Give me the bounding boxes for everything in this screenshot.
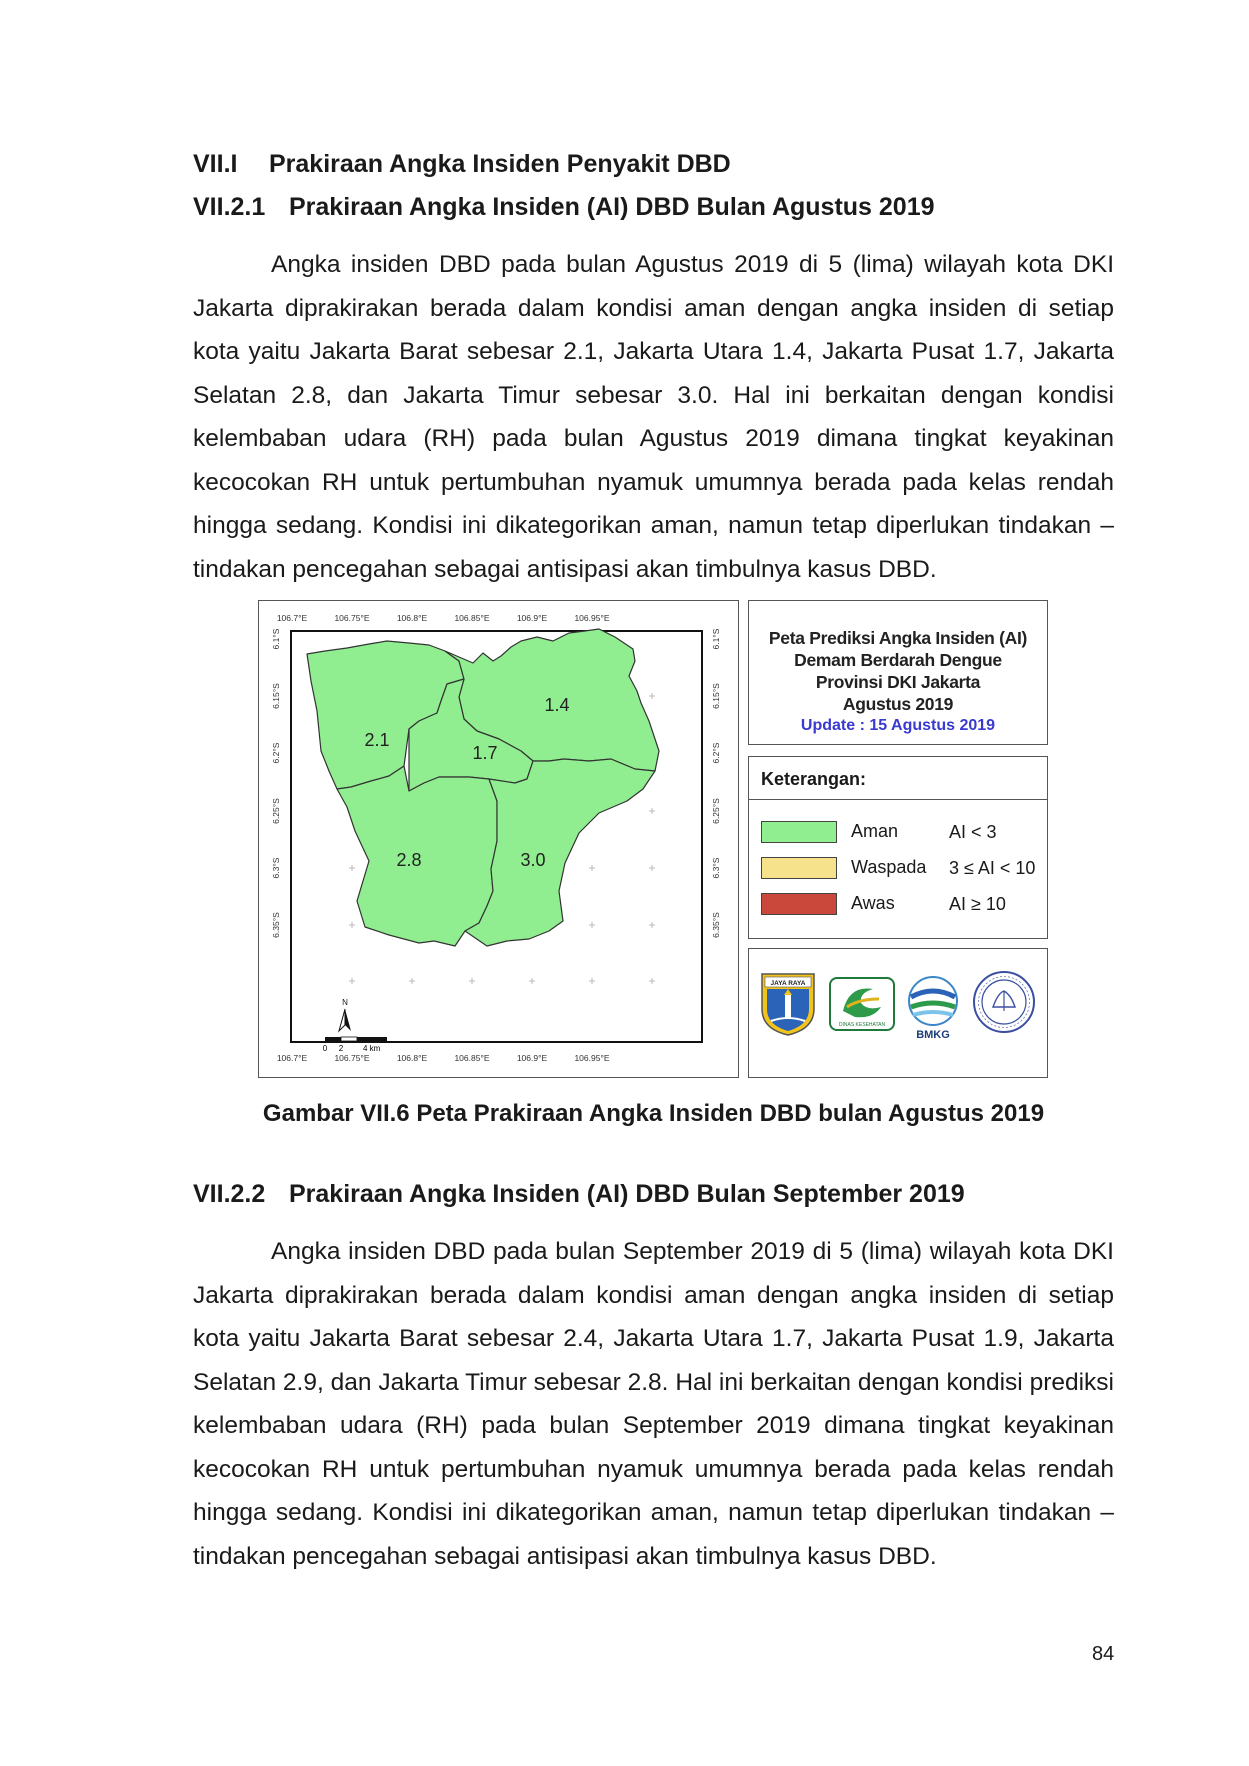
lon-tick-label: 106.8°E — [396, 1053, 428, 1063]
legend-panel — [748, 756, 1048, 939]
region-value-label: 2.1 — [364, 730, 390, 750]
logo-panel — [748, 948, 1048, 1078]
svg-text:N: N — [342, 998, 348, 1007]
section-heading — [193, 150, 731, 179]
lon-tick-label: 106.7°E — [276, 1053, 308, 1063]
map-title-line: Demam Berdarah Dengue — [794, 650, 1002, 670]
legend-swatch-waspada — [761, 857, 837, 879]
paragraph-2: Angka insiden DBD pada bulan September 2019 di 5 (lima) wilayah kota DKI Jakarta diprakirakan berada dalam kondisi aman dengan angka insiden di setiap kota yaitu Jakarta Barat sebesar 2.4, Jakarta Utara 1.7, Jakarta Pusat 1.9, Jakarta Selatan 2.9, dan Jakarta Timur sebesar 2.8. Hal ini berkaitan dengan kondisi prediksi kelembaban udara (RH) pada bulan September 2019 dimana tingkat keyakinan kecocokan RH untuk pertumbuhan nyamuk umumnya berada pada kelas rendah hingga sedang. Kondisi ini dikategorikan aman, namun tetap diperlukan tindakan – tindakan pencegahan sebagai antisipasi akan timbulnya kasus DBD. — [193, 1238, 1114, 1570]
legend-label: Aman — [851, 821, 899, 841]
legend-label: Waspada — [851, 857, 927, 877]
lat-tick-label: 6.35°S — [271, 912, 281, 938]
map-title-panel — [748, 600, 1048, 745]
figure-caption: Gambar VII.6 Peta Prakiraan Angka Insiden DBD bulan Agustus 2019 — [262, 1100, 1045, 1127]
subsection-number: VII.2.1 — [193, 193, 266, 221]
lat-tick-label: 6.2°S — [271, 742, 281, 764]
map-panel — [258, 600, 739, 1078]
legend-range: 3 ≤ AI < 10 — [949, 858, 1036, 878]
svg-text:4 km: 4 km — [363, 1044, 381, 1053]
lon-tick-label: 106.85°E — [454, 1053, 490, 1063]
lon-tick-label: 106.75°E — [334, 1053, 370, 1063]
lat-tick-label: 6.3°S — [271, 857, 281, 879]
scale-bar — [323, 1037, 387, 1053]
lat-tick-label: 6.15°S — [271, 683, 281, 709]
subsection-heading-2 — [193, 1180, 965, 1209]
lat-tick-label: 6.35°S — [711, 912, 721, 938]
section-number: VII.I — [193, 150, 238, 178]
legend-swatch-aman — [761, 821, 837, 843]
lat-tick-label: 6.1°S — [271, 628, 281, 650]
region-value-label: 3.0 — [520, 850, 546, 870]
lat-tick-label: 6.15°S — [711, 683, 721, 709]
svg-text:DINAS KESEHATAN: DINAS KESEHATAN — [838, 1022, 886, 1028]
region-value-label: 2.8 — [396, 850, 422, 870]
svg-text:0: 0 — [322, 1044, 328, 1053]
svg-text:BMKG: BMKG — [916, 1029, 950, 1041]
lon-tick-label: 106.7°E — [276, 613, 308, 623]
legend-label: Awas — [851, 893, 895, 913]
lat-tick-label: 6.25°S — [271, 798, 281, 824]
svg-text:2: 2 — [338, 1044, 344, 1053]
map-title-line: Peta Prediksi Angka Insiden (AI) — [768, 628, 1028, 648]
subsection-title: Prakiraan Angka Insiden (AI) DBD Bulan Agustus 2019 — [289, 193, 935, 221]
lat-tick-label: 6.3°S — [711, 857, 721, 879]
subsection-heading-1 — [193, 193, 935, 222]
page-number: 84 — [1092, 1643, 1115, 1665]
svg-text:JAYA RAYA: JAYA RAYA — [770, 980, 806, 987]
lon-tick-label: 106.95°E — [574, 1053, 610, 1063]
region-value-label: 1.7 — [472, 743, 498, 763]
lon-tick-label: 106.8°E — [396, 613, 428, 623]
dki-jakarta-logo-icon — [759, 971, 817, 1037]
bmkg-logo-icon — [903, 975, 963, 1041]
lon-tick-label: 106.9°E — [516, 1053, 548, 1063]
lon-tick-label: 106.85°E — [454, 613, 490, 623]
legend-divider — [749, 799, 1047, 800]
region-value-label: 1.4 — [544, 695, 570, 715]
subsection-title: Prakiraan Angka Insiden (AI) DBD Bulan September 2019 — [289, 1180, 965, 1208]
section-title: Prakiraan Angka Insiden Penyakit DBD — [269, 150, 731, 178]
subsection-number: VII.2.2 — [193, 1180, 266, 1208]
legend-range: AI ≥ 10 — [949, 894, 1006, 914]
lon-tick-label: 106.95°E — [574, 613, 610, 623]
university-seal-icon — [971, 969, 1037, 1035]
lon-tick-label: 106.9°E — [516, 613, 548, 623]
jakarta-map — [259, 601, 737, 1077]
map-title-line: Agustus 2019 — [842, 694, 954, 714]
legend-swatch-awas — [761, 893, 837, 915]
paragraph-1: Angka insiden DBD pada bulan Agustus 2019 di 5 (lima) wilayah kota DKI Jakarta diprakirakan berada dalam kondisi aman dengan angka insiden di setiap kota yaitu Jakarta Barat sebesar 2.1, Jakarta Utara 1.4, Jakarta Pusat 1.7, Jakarta Selatan 2.8, dan Jakarta Timur sebesar 3.0. Hal ini berkaitan dengan kondisi kelembaban udara (RH) pada bulan Agustus 2019 dimana tingkat keyakinan kecocokan RH untuk pertumbuhan nyamuk umumnya berada pada kelas rendah hingga sedang. Kondisi ini dikategorikan aman, namun tetap diperlukan tindakan – tindakan pencegahan sebagai antisipasi akan timbulnya kasus DBD. — [193, 251, 1114, 583]
lat-tick-label: 6.25°S — [711, 798, 721, 824]
map-update-date: Update : 15 Agustus 2019 — [800, 717, 996, 734]
legend-range: AI < 3 — [949, 822, 997, 842]
lat-tick-label: 6.1°S — [711, 628, 721, 650]
lon-tick-label: 106.75°E — [334, 613, 370, 623]
dinas-kesehatan-logo-icon — [829, 977, 895, 1031]
lat-tick-label: 6.2°S — [711, 742, 721, 764]
legend-title: Keterangan: — [761, 769, 867, 789]
map-title-line: Provinsi DKI Jakarta — [815, 672, 981, 692]
